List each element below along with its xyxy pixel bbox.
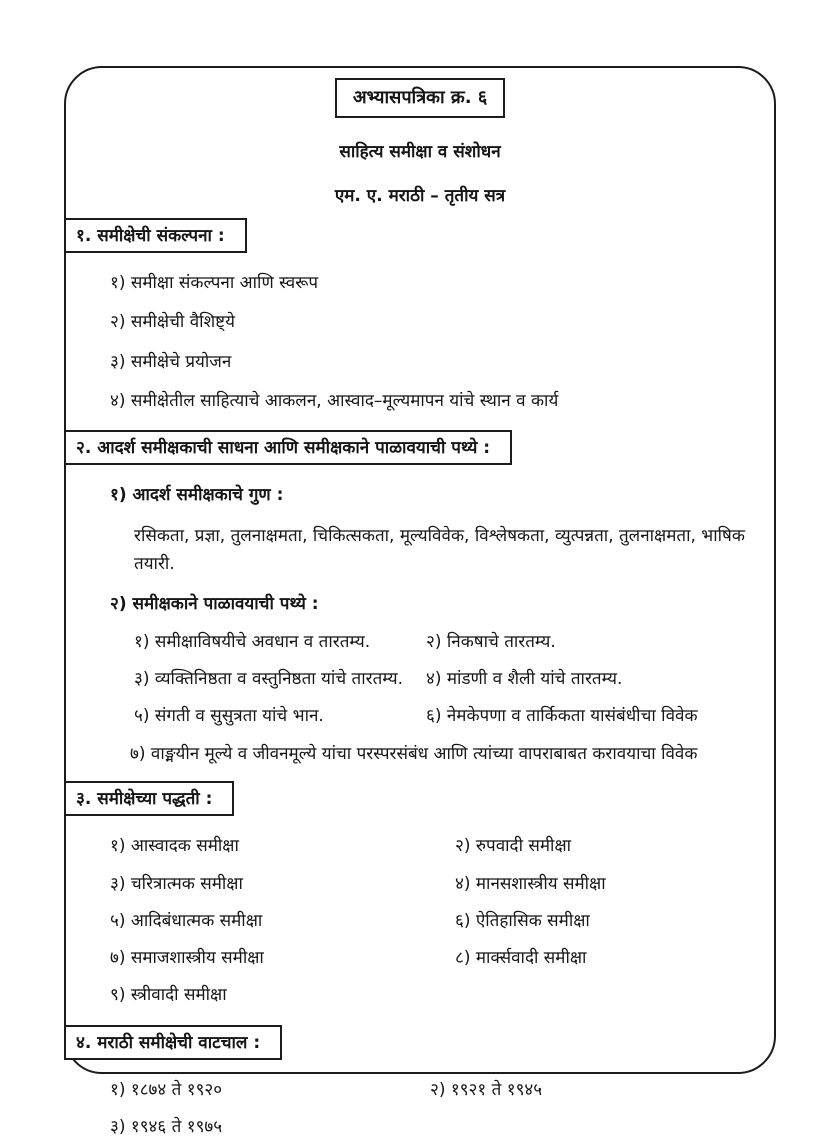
section-3-body	[64, 836, 776, 1006]
list-item: ३) समीक्षेचे प्रयोजन	[110, 351, 232, 372]
list-item: ६) ऐतिहासिक समीक्षा	[455, 910, 590, 931]
list-item: ७) वाङ्मयीन मूल्ये व जीवनमूल्ये यांचा परस्परसंबंध आणि त्यांच्या वापराबाबत करावयाचा विवेक	[130, 744, 698, 765]
subsection-heading: २) समीक्षकाने पाळावयाची पथ्ये :	[110, 594, 319, 615]
section-1-body	[64, 273, 776, 412]
list-item: ३) १९४६ ते १९७५	[110, 1116, 223, 1137]
list-item: ३) व्यक्तिनिष्ठता व वस्तुनिष्ठता यांचे तारतम्य.	[134, 668, 404, 689]
list-item: ६) नेमकेपणा व तार्किकता यासंबंधीचा विवेक	[426, 706, 698, 727]
list-item: ३) चरित्रात्मक समीक्षा	[110, 873, 243, 894]
section-3	[64, 781, 776, 1006]
list-item: ५) आदिबंधात्मक समीक्षा	[110, 910, 263, 931]
section-1	[64, 218, 776, 412]
list-item: ४) समीक्षेतील साहित्याचे आकलन, आस्वाद–मूल्यमापन यांचे स्थान व कार्य	[110, 390, 559, 411]
section-4-body	[64, 1080, 776, 1139]
list-item: ८) मार्क्सवादी समीक्षा	[455, 948, 587, 969]
document-header	[64, 78, 776, 206]
subject-title: साहित्य समीक्षा व संशोधन	[339, 142, 501, 162]
worksheet-title-box: अभ्यासपत्रिका क्र. ६	[335, 78, 505, 118]
list-row	[64, 911, 776, 932]
list-item: १) आस्वादक समीक्षा	[110, 836, 239, 857]
list-item: ४) मांडणी व शैली यांचे तारतम्य.	[426, 668, 623, 689]
course-title: एम. ए. मराठी – तृतीय सत्र	[334, 186, 506, 206]
list-item: २) रुपवादी समीक्षा	[455, 836, 572, 857]
list-item: १) समीक्षा संकल्पना आणि स्वरूप	[110, 273, 319, 293]
list-item: ४) मानसशास्त्रीय समीक्षा	[455, 873, 606, 894]
section-1-heading: १. समीक्षेची संकल्पना :	[64, 218, 247, 253]
list-item: २) समीक्षेची वैशिष्ट्ये	[110, 312, 235, 333]
list-item: २) निकषाचे तारतम्य.	[426, 631, 556, 652]
list-row	[64, 948, 776, 969]
list-item: ९) स्त्रीवादी समीक्षा	[110, 985, 227, 1006]
section-2	[64, 430, 776, 765]
document-content	[64, 78, 776, 1140]
section-2-heading: २. आदर्श समीक्षकाची साधना आणि समीक्षकाने पाळावयाची पथ्ये :	[64, 430, 512, 465]
list-item: ७) समाजशास्त्रीय समीक्षा	[110, 948, 264, 969]
list-row	[64, 706, 776, 727]
section-4-heading: ४. मराठी समीक्षेची वाटचाल :	[64, 1025, 282, 1060]
list-row	[64, 632, 776, 653]
section-4	[64, 1025, 776, 1139]
list-item: १) १८७४ ते १९२०	[110, 1079, 223, 1100]
section-3-heading: ३. समीक्षेच्या पद्धती :	[64, 781, 234, 816]
list-item: १) समीक्षाविषयीचे अवधान व तारतम्य.	[134, 631, 371, 652]
subsection-heading: १) आदर्श समीक्षकाचे गुण :	[110, 485, 284, 505]
list-item: २) १९२१ ते १९४५	[430, 1079, 543, 1100]
list-row	[64, 1080, 776, 1101]
qualities-paragraph: रसिकता, प्रज्ञा, तुलनाक्षमता, चिकित्सकता, मूल्यविवेक, विश्लेषकता, व्युत्पन्नता, तुलनाक्षमता, भाषिक तयारी.	[134, 526, 745, 575]
list-row	[64, 874, 776, 895]
list-item: ५) संगती व सुसुत्रता यांचे भान.	[134, 706, 324, 727]
list-row	[64, 836, 776, 857]
list-row	[64, 669, 776, 690]
section-2-body	[64, 485, 776, 765]
